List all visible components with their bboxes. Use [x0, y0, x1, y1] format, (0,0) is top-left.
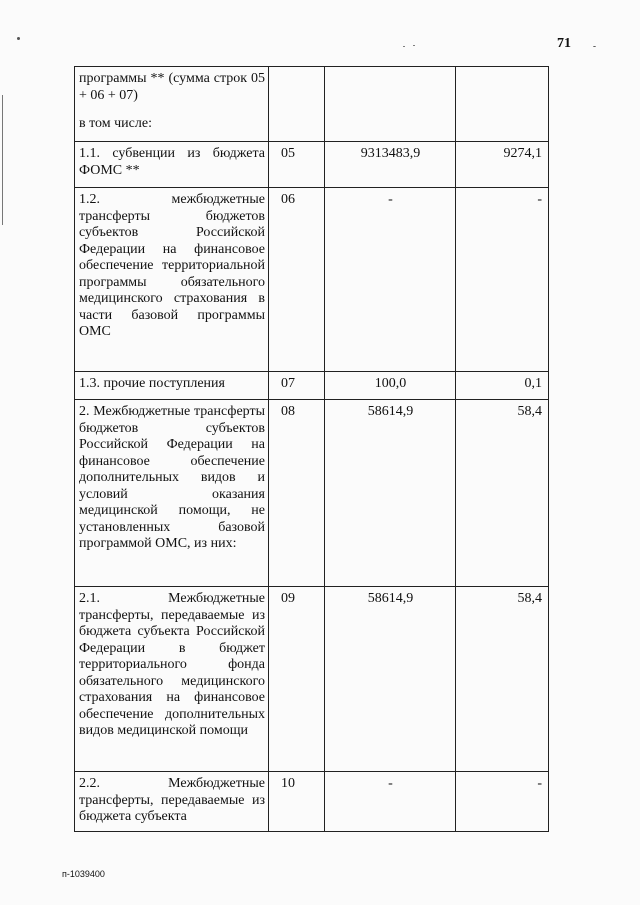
- row-name: 2.2. Межбюджетные трансферты, передаваемые из бюджета субъекта: [75, 772, 269, 832]
- table-row: [75, 67, 549, 142]
- row-value-1: [325, 67, 456, 142]
- row-code: [269, 67, 325, 142]
- page-number: 71: [557, 36, 571, 51]
- row-value-2: [456, 67, 549, 142]
- row-value-2: 0,1: [456, 372, 549, 400]
- table-row: [75, 372, 549, 400]
- scan-speck: [593, 46, 596, 47]
- row-value-1: 9313483,9: [325, 142, 456, 188]
- document-code: п-1039400: [62, 869, 105, 879]
- row-value-2: -: [456, 772, 549, 832]
- row-name: программы ** (сумма строк 05 + 06 + 07): [79, 71, 265, 103]
- scan-speck: [403, 46, 405, 47]
- row-name: 2.1. Межбюджетные трансферты, передаваемые из бюджета субъекта Российской Федерации в бюджет территориального фонда обязательного медицинского страхования на финансовое обеспечение дополнительных видов медицинской помощи: [75, 587, 269, 772]
- table-row: [75, 188, 549, 372]
- row-value-1: -: [325, 188, 456, 372]
- table-row: [75, 772, 549, 832]
- row-value-2: -: [456, 188, 549, 372]
- row-value-1: 100,0: [325, 372, 456, 400]
- row-name: 1.3. прочие поступления: [75, 372, 269, 400]
- row-value-1: -: [325, 772, 456, 832]
- row-name: 1.1. субвенции из бюджета ФОМС **: [75, 142, 269, 188]
- row-name-cell: [75, 67, 269, 142]
- row-value-1: 58614,9: [325, 400, 456, 587]
- table-row: [75, 142, 549, 188]
- table-row: [75, 587, 549, 772]
- row-name: 2. Межбюджетные трансферты бюджетов субъектов Российской Федерации на финансовое обеспечение дополнительных видов и условий оказания медицинской помощи, не установленных базовой программой ОМС, из них:: [75, 400, 269, 587]
- row-code: 10: [269, 772, 325, 832]
- row-code: 05: [269, 142, 325, 188]
- row-value-2: 9274,1: [456, 142, 549, 188]
- row-name: 1.2. межбюджетные трансферты бюджетов субъектов Российской Федерации на финансовое обеспечение территориальной программы обязательного медицинского страхования в части базовой программы ОМС: [75, 188, 269, 372]
- row-value-2: 58,4: [456, 400, 549, 587]
- scan-speck: [413, 45, 415, 46]
- table-row: [75, 400, 549, 587]
- row-value-1: 58614,9: [325, 587, 456, 772]
- budget-table: [74, 66, 549, 832]
- row-subtitle: в том числе:: [79, 116, 152, 131]
- row-value-2: 58,4: [456, 587, 549, 772]
- scan-edge-line: [2, 95, 3, 225]
- row-code: 09: [269, 587, 325, 772]
- scan-speck: [17, 37, 20, 40]
- row-code: 08: [269, 400, 325, 587]
- row-code: 07: [269, 372, 325, 400]
- row-code: 06: [269, 188, 325, 372]
